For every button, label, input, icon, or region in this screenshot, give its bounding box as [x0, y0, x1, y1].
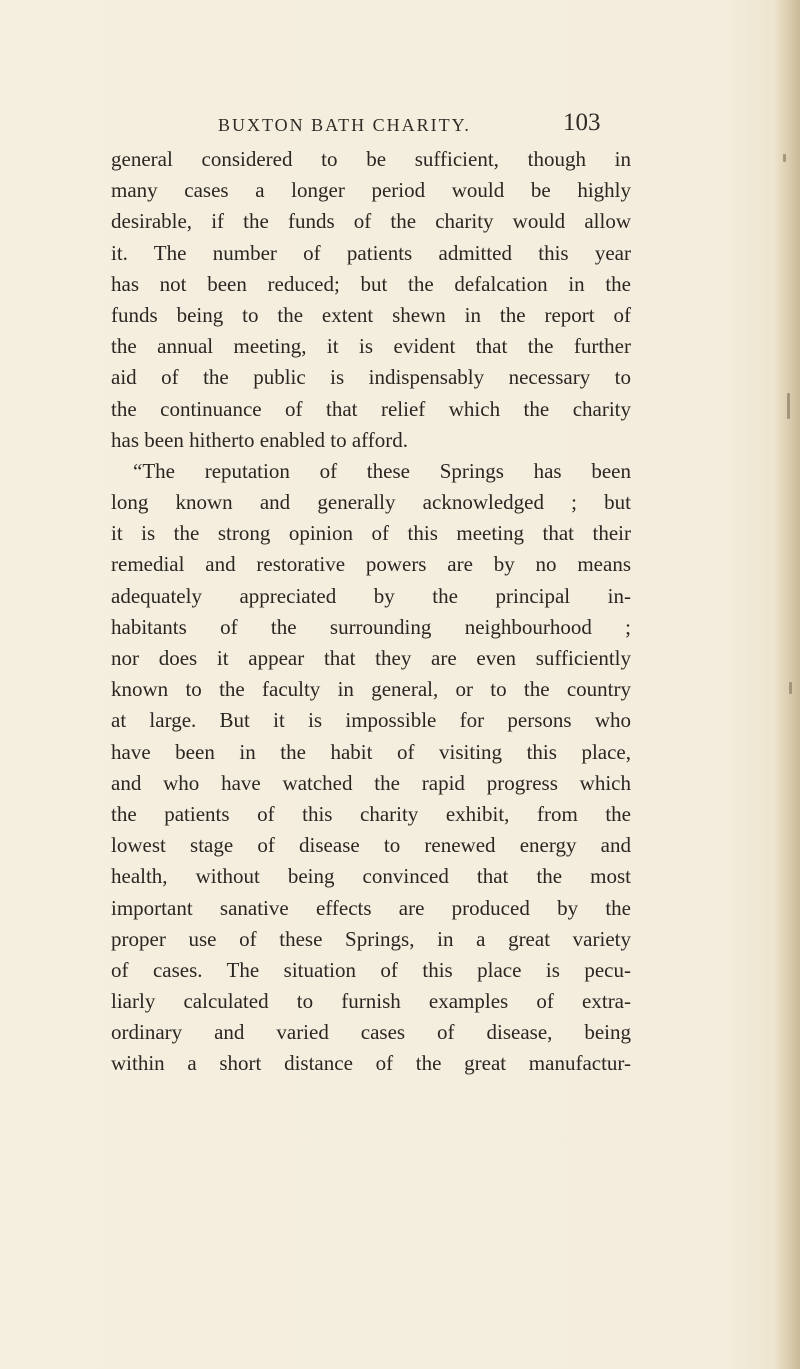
body-text — [111, 144, 631, 1080]
text-line: long known and generally acknowledged ; but — [111, 490, 631, 515]
page-edge-mark — [787, 393, 790, 419]
text-line: adequately appreciated by the principal in- — [111, 583, 631, 608]
paragraph-start-line: “The reputation of these Springs has been — [133, 458, 631, 483]
page-edge-mark — [789, 682, 792, 694]
page-number: 103 — [563, 109, 601, 136]
text-line: important sanative effects are produced by the — [111, 895, 631, 920]
text-line: and who have watched the rapid progress which — [111, 770, 631, 795]
text-line: funds being to the extent shewn in the report of — [111, 302, 631, 327]
text-line: the annual meeting, it is evident that the further — [111, 334, 631, 359]
text-line: of cases. The situation of this place is pecu- — [111, 957, 631, 982]
text-line: aid of the public is indispensably necessary to — [111, 365, 631, 390]
text-line: nor does it appear that they are even sufficiently — [111, 646, 631, 670]
text-line: known to the faculty in general, or to the country — [111, 677, 631, 702]
text-line: many cases a longer period would be highly — [111, 178, 631, 203]
text-line: habitants of the surrounding neighbourhood ; — [111, 614, 631, 639]
text-line: it is the strong opinion of this meeting that their — [111, 521, 631, 546]
text-line: the patients of this charity exhibit, from the — [111, 801, 631, 826]
text-line: proper use of these Springs, in a great variety — [111, 926, 631, 951]
text-line: ordinary and varied cases of disease, being — [111, 1020, 631, 1045]
text-line: it. The number of patients admitted this year — [111, 240, 631, 265]
text-line: the continuance of that relief which the charity — [111, 396, 631, 421]
text-line: has not been reduced; but the defalcation in the — [111, 271, 631, 296]
running-head: BUXTON BATH CHARITY. — [218, 115, 471, 135]
text-line: have been in the habit of visiting this place, — [111, 739, 631, 764]
text-line: general considered to be sufficient, though in — [111, 147, 631, 171]
text-line: health, without being convinced that the most — [111, 864, 631, 889]
text-line: liarly calculated to furnish examples of extra- — [111, 989, 631, 1014]
text-line: lowest stage of disease to renewed energy and — [111, 833, 631, 858]
text-line: remedial and restorative powers are by no means — [111, 552, 631, 577]
text-line: desirable, if the funds of the charity would allow — [111, 209, 631, 234]
paragraph-end-line: has been hitherto enabled to afford. — [111, 427, 409, 452]
text-line: at large. But it is impossible for persons who — [111, 708, 631, 733]
page-edge-shadow — [774, 0, 800, 1369]
page-edge-mark — [783, 154, 786, 162]
text-line: within a short distance of the great manufactur- — [111, 1051, 631, 1076]
page-header — [0, 101, 800, 141]
